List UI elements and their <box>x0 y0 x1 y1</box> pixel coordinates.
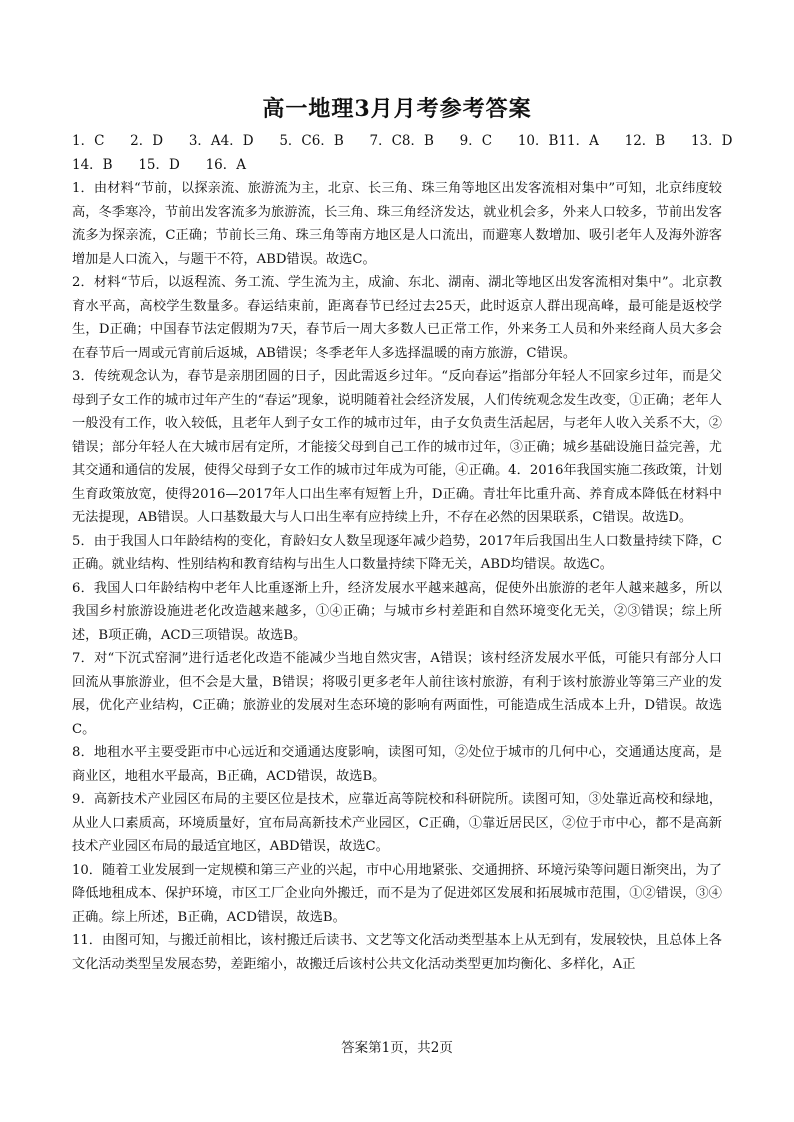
page-footer: 答案第1页，共2页 <box>341 1040 453 1056</box>
explanation-paragraph: 7．对“下沉式窑洞”进行适老化改造不能减少当地自然灾害，A错误；该村经济发展水平低，可能只有部分人口回流从事旅游业，但不会是大量，B错误；将吸引更多老年人前往该村旅游，有利于该村旅游业等第三产业的发展，优化产业结构，C正确；旅游业的发展对生态环境的影响有两面性，可能造成生活成本上升，D错误。故选C。 <box>72 651 722 737</box>
explanation-paragraph: 2．材料“节后，以返程流、务工流、学生流为主，成渝、东北、湖南、湖北等地区出发客流相对集中”。北京教育水平高，高校学生数量多。春运结束前，距离春节已经过去25天，此时返京人群出现高峰，最可能是返校学生，D正确；中国春节法定假期为7天，春节后一周大多数人已正常工作，外来务工人员和外来经商人员大多会在春节后一周或元宵前后返城，AB错误；冬季老年人多选择温暖的南方旅游，C错误。 <box>72 275 722 361</box>
answer-key-line: 14．B 15．D 16．A <box>72 156 247 173</box>
answer-sheet <box>72 94 733 976</box>
explanation-paragraph: 1．由材料“节前，以探亲流、旅游流为主，北京、长三角、珠三角等地区出发客流相对集中”可知，北京纬度较高，冬季寒冷，节前出发客流多为旅游流，长三角、珠三角经济发达，就业机会多，外来人口较多，节前出发客流多为探亲流，C正确；节前长三角、珠三角等南方地区是人口流出，而避寒人数增加、吸引老年人及海外游客增加是人口流入，与题干不符，ABD错误。故选C。 <box>72 181 722 267</box>
explanation-paragraph: 11．由图可知，与搬迁前相比，该村搬迁后读书、文艺等文化活动类型基本上从无到有，发展较快，且总体上各文化活动类型呈发展态势，差距缩小，故搬迁后该村公共文化活动类型更加均衡化、多样化，A正 <box>72 933 722 972</box>
explanation-paragraph: 10．随着工业发展到一定规模和第三产业的兴起，市中心用地紧张、交通拥挤、环境污染等问题日渐突出，为了降低地租成本、保护环境，市区工厂企业向外搬迁，而不是为了促进郊区发展和拓展城市范围，①②错误，③④正确。综上所述，B正确，ACD错误，故选B。 <box>72 862 722 925</box>
explanation-paragraph: 8．地租水平主要受距市中心远近和交通通达度影响，读图可知，②处位于城市的几何中心，交通通达度高，是商业区，地租水平最高，B正确，ACD错误，故选B。 <box>72 745 722 784</box>
answer-key-line: 1．C 2．D 3．A4．D 5．C6．B 7．C8．B 9．C 10．B11．A 12．B 13．D <box>72 133 733 149</box>
explanations <box>72 177 722 976</box>
page-title: 高一地理3月月考参考答案 <box>262 96 532 122</box>
explanation-paragraph: 9．高新技术产业园区布局的主要区位是技术，应靠近高等院校和科研院所。读图可知，③处靠近高校和绿地，从业人口素质高，环境质量好，宜布局高新技术产业园区，C正确，①靠近居民区，②位于市中心，都不是高新技术产业园区布局的最适宜地区，ABD错误，故选C。 <box>72 792 722 854</box>
explanation-paragraph: 5．由于我国人口年龄结构的变化，育龄妇女人数呈现逐年减少趋势，2017年后我国出生人口数量持续下降，C正确。就业结构、性别结构和教育结构与出生人口数量持续下降无关，ABD均错误。故选C。 <box>72 533 722 572</box>
explanation-paragraph: 6．我国人口年龄结构中老年人比重逐渐上升，经济发展水平越来越高，促使外出旅游的老年人越来越多，所以我国乡村旅游设施进老化改造越来越多，①④正确；与城市乡村差距和自然环境变化无关，②③错误；综上所述，B项正确，ACD三项错误。故选B。 <box>72 580 722 643</box>
answer-key <box>72 130 733 177</box>
explanation-paragraph: 3．传统观念认为，春节是亲朋团圆的日子，因此需返乡过年。“反向春运”指部分年轻人不回家乡过年，而是父母到子女工作的城市过年产生的“春运”现象，说明随着社会经济发展，人们传统观念发生改变，①正确；老年人一般没有工作，收入较低，且老年人到子女工作的城市过年，由子女负责生活起居，与老年人收入关系不大，②错误；部分年轻人在大城市居有定所，才能接父母到自己工作的城市过年，③正确；城乡基础设施日益完善，尤其交通和通信的发展，使得父母到子女工作的城市过年成为可能，④正确。4．2016年我国实施二孩政策，计划生育政策放宽，使得2016—2017年人口出生率有短暂上升，D正确。青壮年比重升高、养育成本降低在材料中无法提现，AB错误。人口基数最大与人口出生率有应持续上升，不存在必然的因果联系，C错误。故选D。 <box>72 369 722 525</box>
